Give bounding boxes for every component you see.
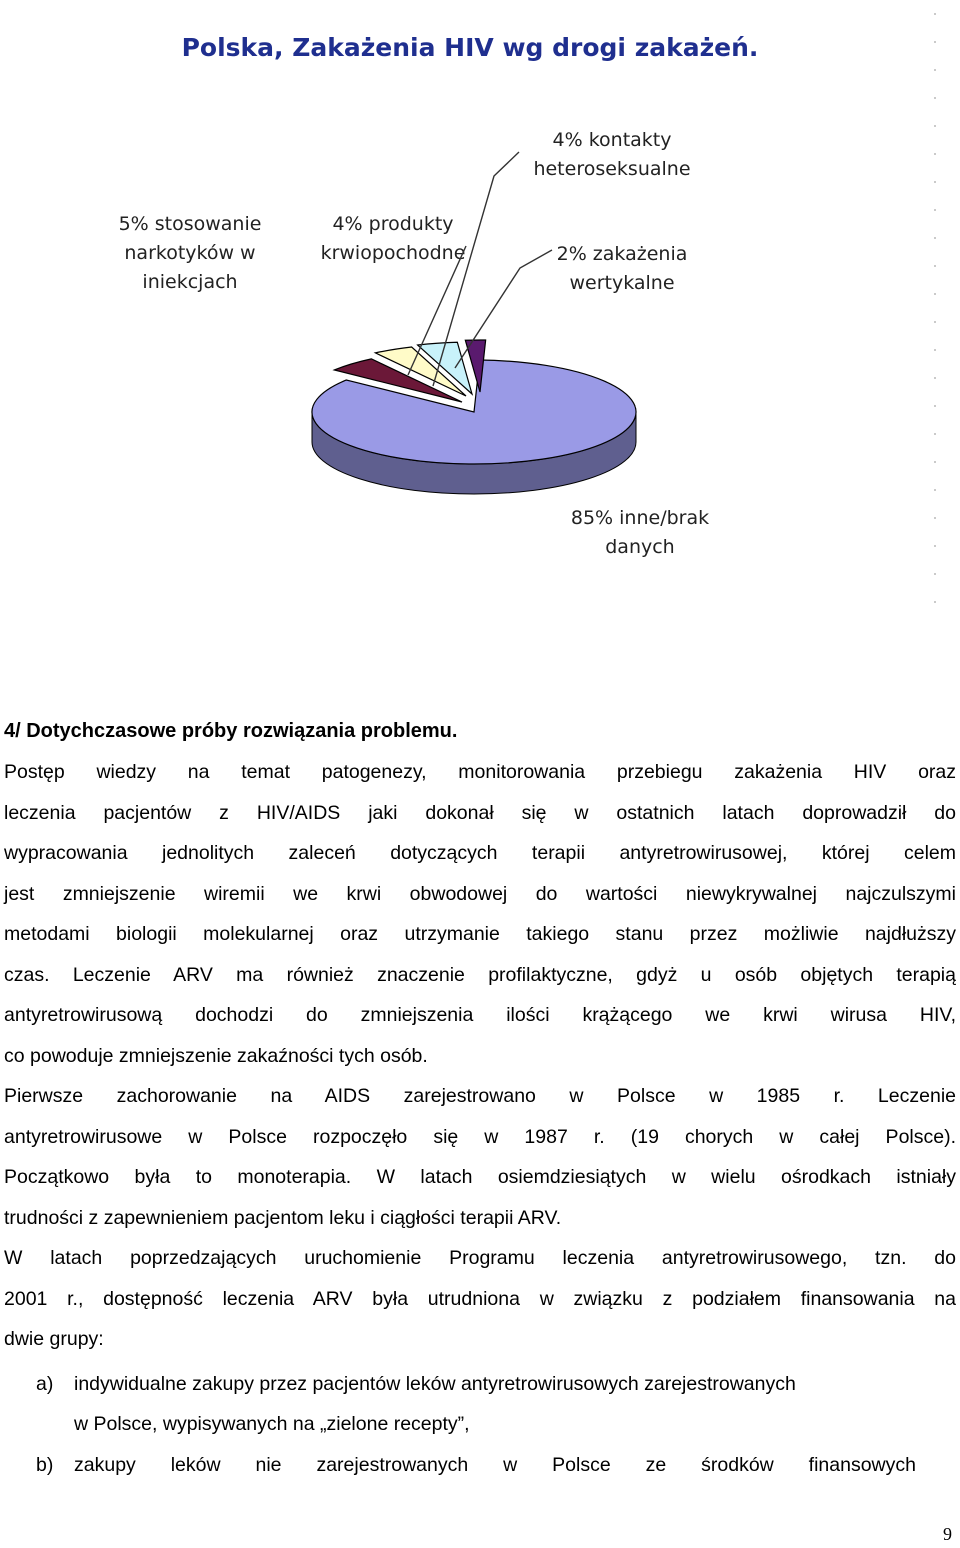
list-item-text: indywidualne zakupy przez pacjentów leków antyretrowirusowych zarejestrowanych — [74, 1373, 796, 1395]
label-vertical: 2% zakażenia wertykalne — [556, 243, 688, 294]
paragraph-line: Początkowo była to monoterapia. W latach osiemdziesiątych w wielu ośrodkach istniały — [4, 1166, 956, 1188]
paragraph-line: Postęp wiedzy na temat patogenezy, monitorowania przebiegu zakażenia HIV oraz — [4, 761, 956, 783]
hiv-pie-chart — [0, 0, 960, 640]
paragraph-line: czas. Leczenie ARV ma również znaczenie profilaktyczne, gdyż u osób objętych terapią — [4, 963, 956, 986]
paragraph-line: trudności z zapewnieniem pacjentom leku i ciągłości terapii ARV. — [4, 1206, 562, 1229]
paragraph-line: antyretrowirusową dochodzi do zmniejszenia ilości krążącego we krwi wirusa HIV, — [4, 1004, 956, 1026]
paragraph-line: antyretrowirusowe w Polsce rozpoczęło się w 1987 r. (19 chorych w całej Polsce). — [4, 1125, 956, 1148]
paragraph-line: Pierwsze zachorowanie na AIDS zarejestrowano w Polsce w 1985 r. Leczenie — [4, 1085, 956, 1107]
list-item-text: zakupy leków nie zarejestrowanych w Polsce ze środków finansowych — [74, 1454, 916, 1476]
section-heading: 4/ Dotychczasowe próby rozwiązania problemu. — [4, 720, 458, 742]
paragraph-line: leczenia pacjentów z HIV/AIDS jaki dokonał się w ostatnich latach doprowadził do — [4, 801, 956, 824]
paragraph-line: W latach poprzedzających uruchomienie Programu leczenia antyretrowirusowego, tzn. do — [4, 1247, 956, 1269]
paragraph-line: metodami biologii molekularnej oraz utrzymanie takiego stanu przez możliwie najdłuższy — [4, 923, 956, 945]
paragraph-line: jest zmniejszenie wiremii we krwi obwodowej do wartości niewykrywalnej najczulszymi — [4, 882, 956, 905]
pie-slices — [312, 340, 636, 464]
margin-dots — [934, 0, 936, 610]
list-item-text: w Polsce, wypisywanych na „zielone recepty”, — [74, 1413, 470, 1435]
list-marker: b) — [36, 1454, 54, 1476]
page-number: 9 — [943, 1524, 952, 1544]
label-blood-products: 4% produkty krwiopochodne — [320, 213, 466, 264]
paragraph-line: 2001 r., dostępność leczenia ARV była utrudniona w związku z podziałem finansowania na — [4, 1287, 956, 1310]
body-text — [4, 752, 956, 1360]
pie-labels — [119, 129, 710, 558]
paragraph-line: dwie grupy: — [4, 1328, 104, 1350]
paragraph-line: co powoduje zmniejszenie zakaźności tych osób. — [4, 1044, 428, 1067]
chart-title: Polska, Zakażenia HIV wg drogi zakażeń. — [181, 33, 759, 62]
paragraph-line: wypracowania jednolitych zaleceń dotyczących terapii antyretrowirusowej, której celem — [4, 842, 956, 864]
label-other: 85% inne/brak danych — [570, 507, 710, 558]
label-heterosexual: 4% kontakty heteroseksualne — [533, 129, 691, 180]
list-marker: a) — [36, 1373, 54, 1395]
label-injection-drugs: 5% stosowanie narkotyków w iniekcjach — [118, 213, 262, 293]
